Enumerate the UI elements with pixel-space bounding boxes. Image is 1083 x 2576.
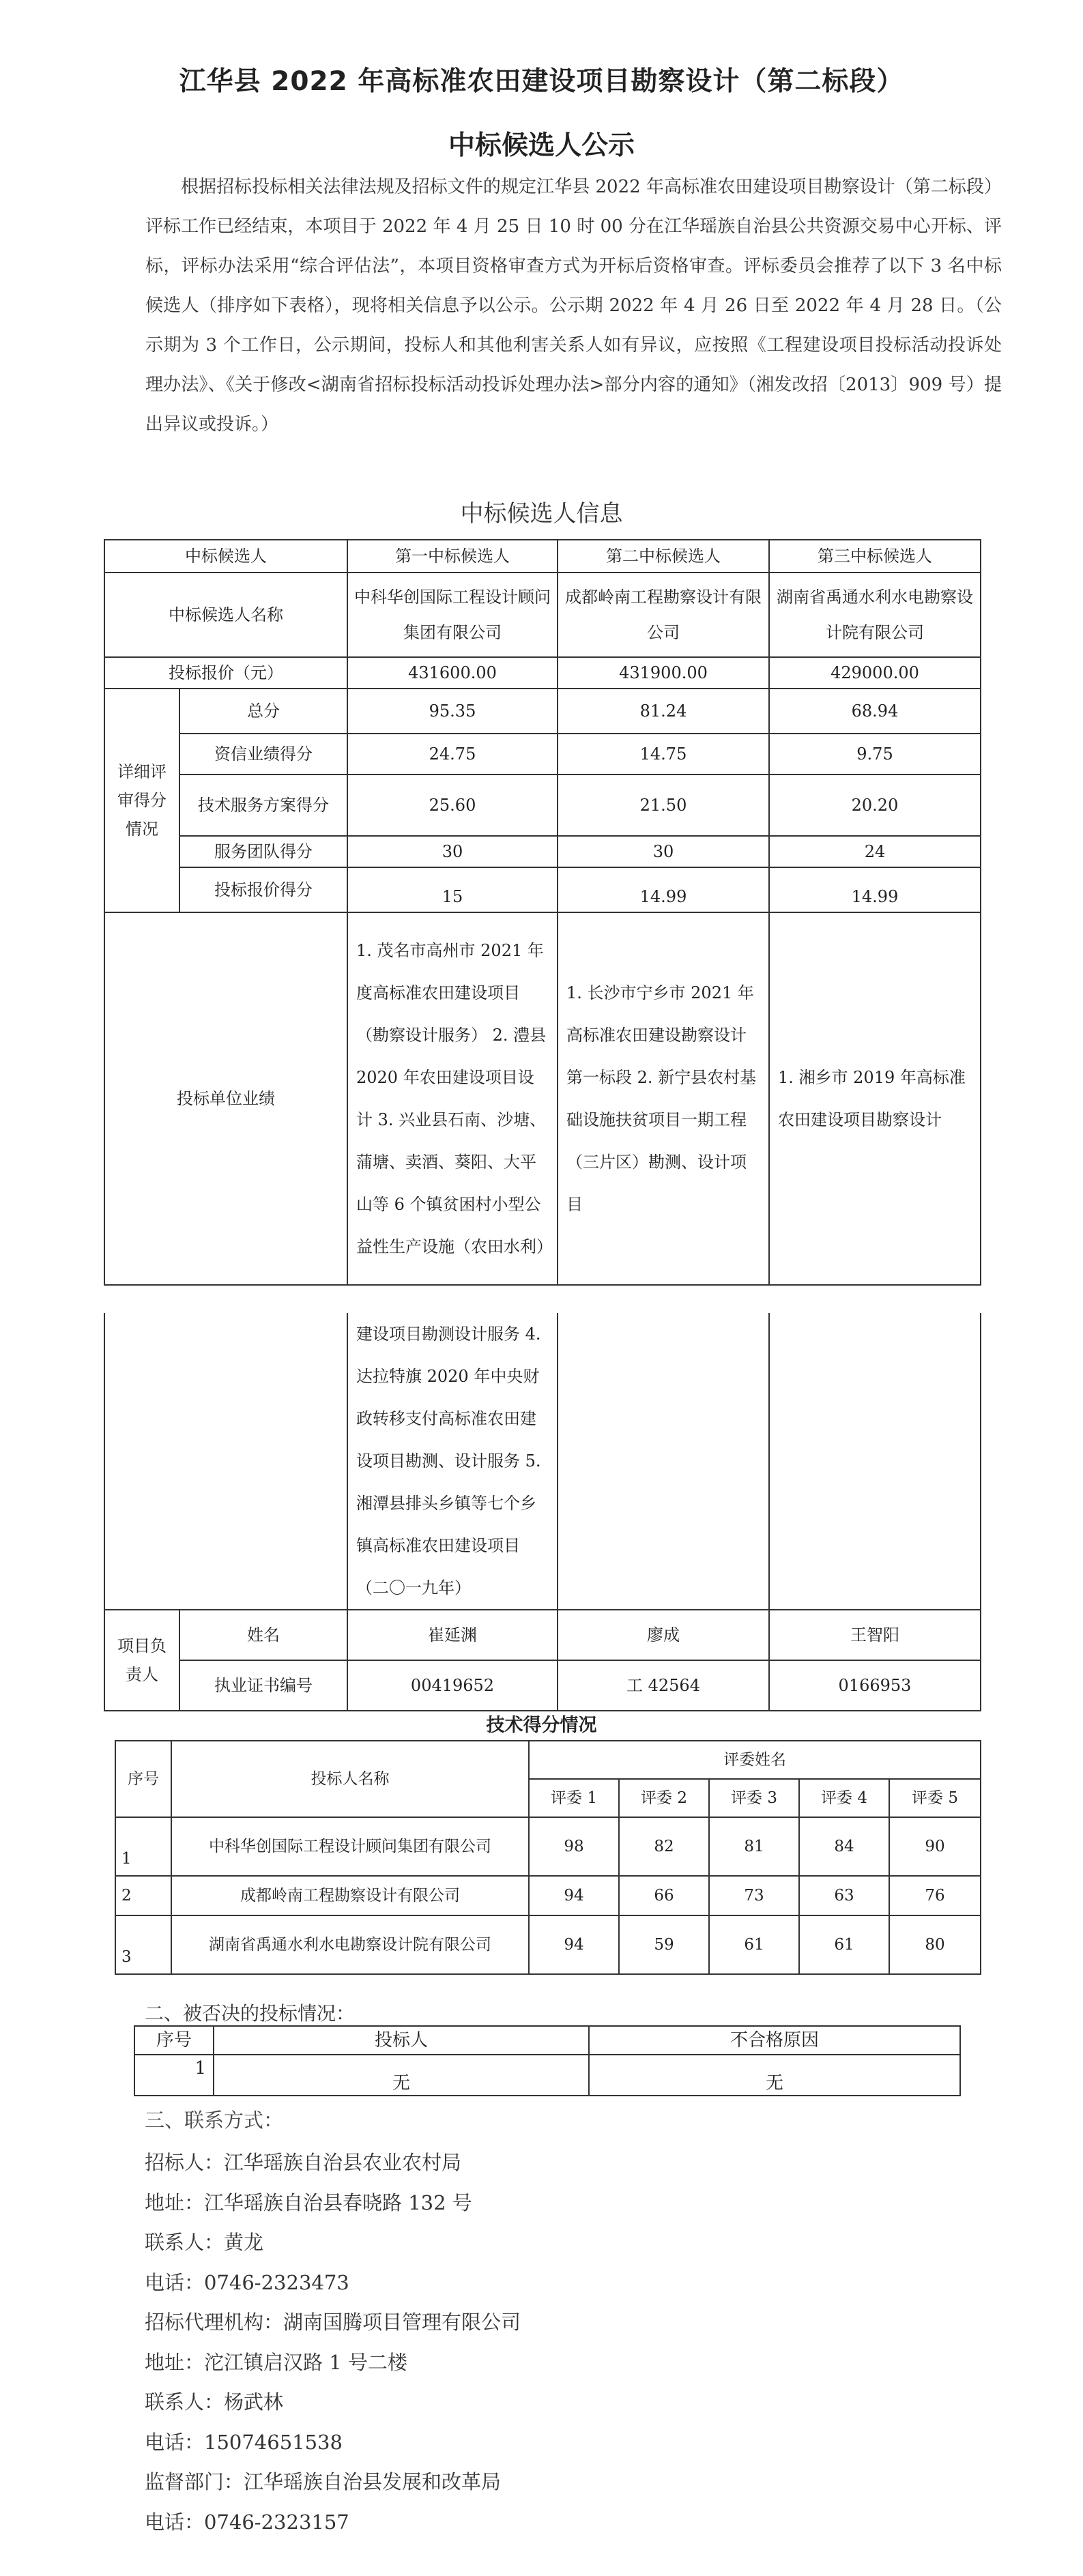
manager-label: 项目负责人 [104,1610,179,1711]
judge-score: 61 [799,1915,889,1974]
contact-line: 招标人：江华瑶族自治县农业农村局 [145,2151,462,2174]
table-row [115,1915,981,1974]
score-value: 95.35 [347,689,558,734]
table-row [104,657,981,689]
score-group-label: 详细评审得分情况 [104,689,179,912]
table-row [104,540,981,573]
table-row [104,1610,981,1660]
candidate-table-continued [104,1313,981,1711]
score-value: 81.24 [558,689,769,734]
score-value: 14.99 [769,867,981,912]
candidate-name: 成都岭南工程勘察设计有限公司 [558,573,769,657]
score-label: 技术服务方案得分 [179,775,347,836]
judge-score: 59 [619,1915,709,1974]
table-row [104,867,981,912]
score-value: 20.20 [769,775,981,836]
intro-paragraph: 根据招标投标相关法律法规及招标文件的规定江华县 2022 年高标准农田建设项目勘察设计（第二标段）评标工作已经结束，本项目于 2022 年 4 月 25 日 10 时 00 分在江华瑶族自治县公共资源交易中心开标、评标，评标办法采用“综合评估法”，本项目资格审查方式为开标后资格审查。评标委员会推荐了以下 3 名中标候选人（排序如下表格），现将相关信息予以公示。公示期 2022 年 4 月 26 日至 2022 年 4 月 28 日。（公示期为 3 个工作日，公示期间，投标人和其他利害关系人如有异议，应按照《工程建设项目投标活动投诉处理办法》、《关于修改<湖南省招标投标活动投诉处理办法>部分内容的通知》（湘发改招〔2013〕909 号）提出异议或投诉。） [145,177,1002,435]
name-label: 中标候选人名称 [104,573,347,657]
performance-text: 1. 长沙市宁乡市 2021 年高标准农田建设勘察设计第一标段 2. 新宁县农村基础设施扶贫项目一期工程（三片区）勘测、设计项目 [558,912,769,1285]
rejected-section-title: 二、被否决的投标情况： [145,2002,356,2025]
judge-header: 评委 4 [799,1779,889,1817]
document-title: 江华县 2022 年高标准农田建设项目勘察设计（第二标段） [179,66,904,97]
score-value: 14.75 [558,734,769,775]
score-label: 总分 [179,689,347,734]
bidder-name: 成都岭南工程勘察设计有限公司 [171,1876,529,1915]
contact-line: 招标代理机构：湖南国腾项目管理有限公司 [145,2311,521,2334]
tech-section-title: 技术得分情况 [486,1715,597,1736]
judge-score: 80 [889,1915,981,1974]
bidder-name: 湖南省禹通水利水电勘察设计院有限公司 [171,1915,529,1974]
judge-header: 评委 1 [529,1779,619,1817]
performance-label-continued [104,1313,347,1610]
cert-label: 执业证书编号 [179,1660,347,1711]
judge-header: 评委 2 [619,1779,709,1817]
row-no: 1 [115,1817,171,1876]
score-value: 15 [347,867,558,912]
performance-label: 投标单位业绩 [104,912,347,1285]
manager-name: 王智阳 [769,1610,981,1660]
score-value: 68.94 [769,689,981,734]
document-subtitle: 中标候选人公示 [448,130,635,161]
score-label: 资信业绩得分 [179,734,347,775]
contact-list [145,2147,521,2547]
row-no: 2 [115,1876,171,1915]
score-value: 14.99 [558,867,769,912]
judge-score: 94 [529,1876,619,1915]
judge-score: 76 [889,1876,981,1915]
score-value: 24.75 [347,734,558,775]
performance-text-continued [769,1313,981,1610]
score-value: 24 [769,836,981,867]
judge-header: 评委 3 [709,1779,799,1817]
table-row [104,912,981,1285]
judge-score: 63 [799,1876,889,1915]
contact-line: 监督部门：江华瑶族自治县发展和改革局 [145,2470,502,2493]
table-row [104,1660,981,1711]
header-cell: 第一中标候选人 [347,540,558,573]
score-value: 30 [558,836,769,867]
table-row [115,1817,981,1876]
judge-score: 82 [619,1817,709,1876]
contact-line: 电话：15074651538 [145,2430,343,2454]
contact-line: 联系人：黄龙 [145,2231,264,2254]
bidder-name: 中科华创国际工程设计顾问集团有限公司 [171,1817,529,1876]
score-label: 投标报价得分 [179,867,347,912]
header-cell: 序号 [134,2026,214,2055]
header-cell: 投标人 [214,2026,589,2055]
contact-line: 地址：沱江镇启汉路 1 号二楼 [145,2350,407,2374]
contact-section-title: 三、联系方式： [145,2109,284,2132]
reason-value: 无 [589,2055,960,2096]
score-value: 30 [347,836,558,867]
header-cell: 不合格原因 [589,2026,960,2055]
price-value: 429000.00 [769,657,981,689]
table-row [134,2026,960,2055]
table-row [134,2055,960,2096]
price-value: 431900.00 [558,657,769,689]
candidate-name: 中科华创国际工程设计顾问集团有限公司 [347,573,558,657]
judge-score: 98 [529,1817,619,1876]
performance-text: 1. 湘乡市 2019 年高标准农田建设项目勘察设计 [769,912,981,1285]
score-value: 21.50 [558,775,769,836]
performance-text-continued: 建设项目勘测设计服务 4. 达拉特旗 2020 年中央财政转移支付高标准农田建设项目勘测、设计服务 5. 湘潭县排头乡镇等七个乡镇高标准农田建设项目（二〇一九年） [347,1313,558,1610]
table-row [104,734,981,775]
header-cell: 第三中标候选人 [769,540,981,573]
judge-header: 评委 5 [889,1779,981,1817]
performance-text-continued [558,1313,769,1610]
judge-score: 94 [529,1915,619,1974]
score-value: 25.60 [347,775,558,836]
judge-score: 81 [709,1817,799,1876]
candidate-name: 湖南省禹通水利水电勘察设计院有限公司 [769,573,981,657]
contact-line: 地址：江华瑶族自治县春晓路 132 号 [145,2190,472,2214]
candidate-table [104,539,981,1286]
score-label: 服务团队得分 [179,836,347,867]
score-value: 9.75 [769,734,981,775]
cert-value: 0166953 [769,1660,981,1711]
manager-name-label: 姓名 [179,1610,347,1660]
judge-score: 66 [619,1876,709,1915]
header-cell: 第二中标候选人 [558,540,769,573]
contact-line: 电话：0746-2323473 [145,2270,349,2294]
price-value: 431600.00 [347,657,558,689]
manager-name: 崔延渊 [347,1610,558,1660]
rejected-table [134,2025,961,2096]
performance-text: 1. 茂名市高州市 2021 年度高标准农田建设项目（勘察设计服务） 2. 澧县 2020 年农田建设项目设计 3. 兴业县石南、沙塘、蒲塘、卖酒、葵阳、大平山等 6 个镇贫困村小型公益性生产设施（农田水利） [347,912,558,1285]
contact-line: 联系人：杨武林 [145,2390,284,2414]
table-row [104,836,981,867]
candidate-section-title: 中标候选人信息 [460,500,623,527]
judges-label: 评委姓名 [529,1741,981,1779]
bidder-value: 无 [214,2055,589,2096]
judge-score: 90 [889,1817,981,1876]
header-cell: 中标候选人 [104,540,347,573]
tech-score-table [115,1740,981,1975]
cert-value: 00419652 [347,1660,558,1711]
cert-value: 工 42564 [558,1660,769,1711]
bidder-label: 投标人名称 [171,1741,529,1817]
contact-line: 电话：0746-2323157 [145,2510,349,2534]
table-row [115,1876,981,1915]
table-row [104,689,981,734]
judge-score: 73 [709,1876,799,1915]
table-row [104,1313,981,1610]
table-row [104,775,981,836]
judge-score: 61 [709,1915,799,1974]
table-row [115,1741,981,1779]
table-row [104,573,981,657]
price-label: 投标报价（元） [104,657,347,689]
judge-score: 84 [799,1817,889,1876]
no-label: 序号 [115,1741,171,1817]
manager-name: 廖成 [558,1610,769,1660]
row-no: 1 [134,2055,214,2096]
row-no: 3 [115,1915,171,1974]
